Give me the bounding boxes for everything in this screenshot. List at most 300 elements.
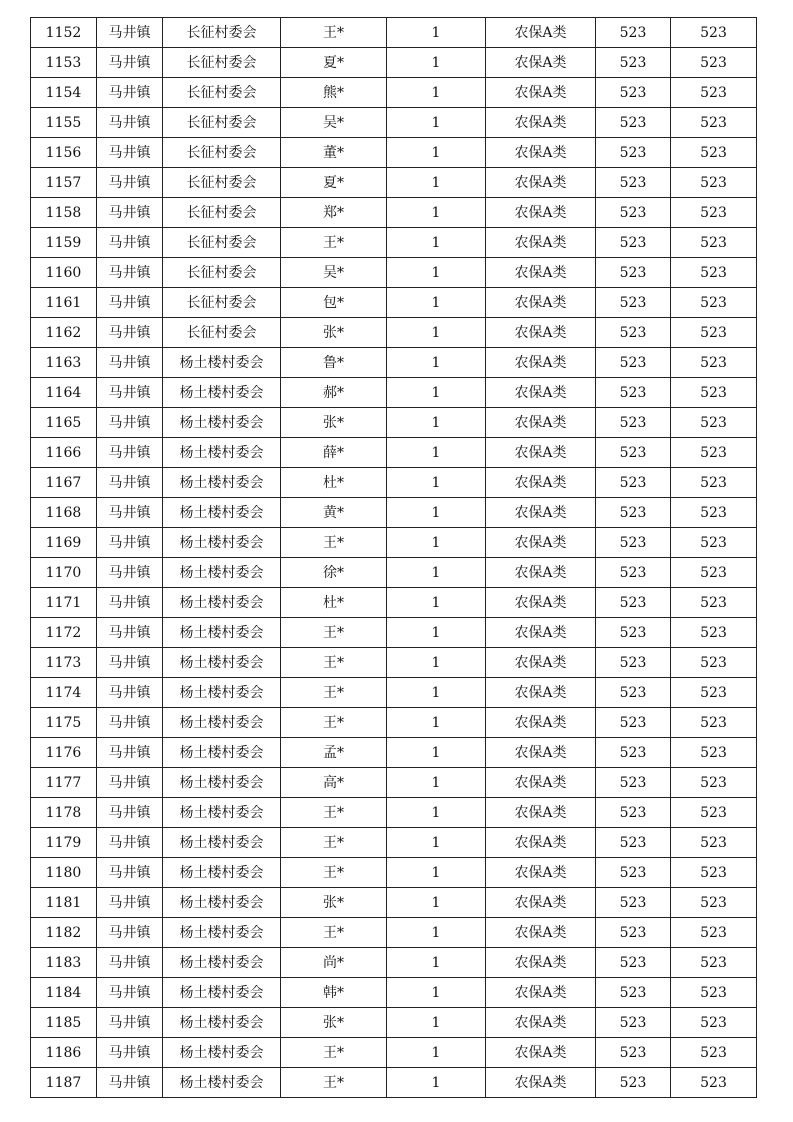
name-cell: 黄* [281,498,387,528]
category-cell: 农保A类 [486,918,596,948]
count-cell: 1 [387,228,486,258]
name-cell: 王* [281,1038,387,1068]
category-cell: 农保A类 [486,828,596,858]
name-cell: 王* [281,828,387,858]
town-cell: 马井镇 [97,138,163,168]
row-number-cell: 1182 [31,918,97,948]
village-committee-cell: 杨土楼村委会 [163,768,281,798]
table-row [31,888,757,918]
name-cell: 张* [281,888,387,918]
name-cell: 张* [281,318,387,348]
category-cell: 农保A类 [486,408,596,438]
name-cell: 张* [281,408,387,438]
row-number-cell: 1177 [31,768,97,798]
count-cell: 1 [387,78,486,108]
village-committee-cell: 杨土楼村委会 [163,948,281,978]
row-number-cell: 1179 [31,828,97,858]
payment-amount-cell: 523 [671,348,757,378]
table-row [31,918,757,948]
row-number-cell: 1162 [31,318,97,348]
town-cell: 马井镇 [97,588,163,618]
town-cell: 马井镇 [97,618,163,648]
row-number-cell: 1180 [31,858,97,888]
village-committee-cell: 杨土楼村委会 [163,888,281,918]
count-cell: 1 [387,678,486,708]
village-committee-cell: 杨土楼村委会 [163,1038,281,1068]
category-cell: 农保A类 [486,1068,596,1098]
name-cell: 郑* [281,198,387,228]
count-cell: 1 [387,1068,486,1098]
town-cell: 马井镇 [97,258,163,288]
row-number-cell: 1154 [31,78,97,108]
standard-amount-cell: 523 [596,468,671,498]
standard-amount-cell: 523 [596,228,671,258]
table-row [31,438,757,468]
row-number-cell: 1158 [31,198,97,228]
category-cell: 农保A类 [486,138,596,168]
payment-amount-cell: 523 [671,1008,757,1038]
standard-amount-cell: 523 [596,678,671,708]
table-row [31,648,757,678]
standard-amount-cell: 523 [596,918,671,948]
count-cell: 1 [387,528,486,558]
row-number-cell: 1155 [31,108,97,138]
village-committee-cell: 长征村委会 [163,168,281,198]
name-cell: 熊* [281,78,387,108]
count-cell: 1 [387,348,486,378]
category-cell: 农保A类 [486,708,596,738]
name-cell: 王* [281,1068,387,1098]
payment-amount-cell: 523 [671,168,757,198]
count-cell: 1 [387,408,486,438]
village-committee-cell: 杨土楼村委会 [163,498,281,528]
payment-amount-cell: 523 [671,888,757,918]
category-cell: 农保A类 [486,1008,596,1038]
count-cell: 1 [387,18,486,48]
count-cell: 1 [387,48,486,78]
count-cell: 1 [387,198,486,228]
table-row [31,1068,757,1098]
table-row [31,498,757,528]
village-committee-cell: 杨土楼村委会 [163,738,281,768]
row-number-cell: 1185 [31,1008,97,1038]
table-row [31,978,757,1008]
payment-amount-cell: 523 [671,498,757,528]
name-cell: 王* [281,528,387,558]
name-cell: 王* [281,18,387,48]
name-cell: 杜* [281,588,387,618]
name-cell: 韩* [281,978,387,1008]
count-cell: 1 [387,648,486,678]
category-cell: 农保A类 [486,678,596,708]
table-body [31,18,757,1098]
payment-amount-cell: 523 [671,948,757,978]
table-row [31,1038,757,1068]
town-cell: 马井镇 [97,768,163,798]
category-cell: 农保A类 [486,288,596,318]
category-cell: 农保A类 [486,768,596,798]
name-cell: 夏* [281,168,387,198]
count-cell: 1 [387,588,486,618]
name-cell: 王* [281,678,387,708]
name-cell: 吴* [281,108,387,138]
count-cell: 1 [387,948,486,978]
row-number-cell: 1173 [31,648,97,678]
payment-amount-cell: 523 [671,708,757,738]
payment-amount-cell: 523 [671,438,757,468]
row-number-cell: 1167 [31,468,97,498]
payment-amount-cell: 523 [671,738,757,768]
standard-amount-cell: 523 [596,828,671,858]
town-cell: 马井镇 [97,498,163,528]
standard-amount-cell: 523 [596,948,671,978]
row-number-cell: 1176 [31,738,97,768]
category-cell: 农保A类 [486,978,596,1008]
name-cell: 夏* [281,48,387,78]
count-cell: 1 [387,498,486,528]
town-cell: 马井镇 [97,48,163,78]
row-number-cell: 1181 [31,888,97,918]
standard-amount-cell: 523 [596,138,671,168]
category-cell: 农保A类 [486,378,596,408]
standard-amount-cell: 523 [596,768,671,798]
row-number-cell: 1178 [31,798,97,828]
town-cell: 马井镇 [97,948,163,978]
name-cell: 尚* [281,948,387,978]
payment-amount-cell: 523 [671,288,757,318]
count-cell: 1 [387,288,486,318]
payment-amount-cell: 523 [671,768,757,798]
name-cell: 王* [281,798,387,828]
village-committee-cell: 杨土楼村委会 [163,678,281,708]
name-cell: 包* [281,288,387,318]
category-cell: 农保A类 [486,648,596,678]
category-cell: 农保A类 [486,228,596,258]
row-number-cell: 1156 [31,138,97,168]
town-cell: 马井镇 [97,18,163,48]
standard-amount-cell: 523 [596,438,671,468]
table-row [31,318,757,348]
count-cell: 1 [387,438,486,468]
row-number-cell: 1153 [31,48,97,78]
standard-amount-cell: 523 [596,108,671,138]
payment-amount-cell: 523 [671,858,757,888]
payment-amount-cell: 523 [671,108,757,138]
name-cell: 王* [281,228,387,258]
row-number-cell: 1175 [31,708,97,738]
payment-amount-cell: 523 [671,828,757,858]
town-cell: 马井镇 [97,1068,163,1098]
category-cell: 农保A类 [486,1038,596,1068]
village-committee-cell: 杨土楼村委会 [163,708,281,738]
village-committee-cell: 杨土楼村委会 [163,798,281,828]
town-cell: 马井镇 [97,1038,163,1068]
town-cell: 马井镇 [97,888,163,918]
standard-amount-cell: 523 [596,288,671,318]
town-cell: 马井镇 [97,468,163,498]
table-row [31,138,757,168]
town-cell: 马井镇 [97,528,163,558]
category-cell: 农保A类 [486,498,596,528]
payment-amount-cell: 523 [671,468,757,498]
row-number-cell: 1174 [31,678,97,708]
count-cell: 1 [387,168,486,198]
payment-amount-cell: 523 [671,918,757,948]
village-committee-cell: 杨土楼村委会 [163,438,281,468]
count-cell: 1 [387,558,486,588]
name-cell: 王* [281,708,387,738]
standard-amount-cell: 523 [596,198,671,228]
payment-amount-cell: 523 [671,138,757,168]
standard-amount-cell: 523 [596,78,671,108]
standard-amount-cell: 523 [596,858,671,888]
table-row [31,168,757,198]
count-cell: 1 [387,738,486,768]
row-number-cell: 1170 [31,558,97,588]
payment-amount-cell: 523 [671,48,757,78]
count-cell: 1 [387,1038,486,1068]
standard-amount-cell: 523 [596,1068,671,1098]
village-committee-cell: 杨土楼村委会 [163,468,281,498]
town-cell: 马井镇 [97,708,163,738]
row-number-cell: 1183 [31,948,97,978]
name-cell: 郝* [281,378,387,408]
count-cell: 1 [387,918,486,948]
count-cell: 1 [387,768,486,798]
count-cell: 1 [387,258,486,288]
town-cell: 马井镇 [97,348,163,378]
name-cell: 张* [281,1008,387,1038]
table-row [31,288,757,318]
standard-amount-cell: 523 [596,258,671,288]
payment-amount-cell: 523 [671,408,757,438]
village-committee-cell: 杨土楼村委会 [163,618,281,648]
category-cell: 农保A类 [486,948,596,978]
payment-amount-cell: 523 [671,558,757,588]
row-number-cell: 1169 [31,528,97,558]
town-cell: 马井镇 [97,798,163,828]
table-row [31,768,757,798]
payment-amount-cell: 523 [671,618,757,648]
village-committee-cell: 长征村委会 [163,48,281,78]
row-number-cell: 1157 [31,168,97,198]
standard-amount-cell: 523 [596,348,671,378]
row-number-cell: 1164 [31,378,97,408]
standard-amount-cell: 523 [596,648,671,678]
town-cell: 马井镇 [97,438,163,468]
village-committee-cell: 杨土楼村委会 [163,918,281,948]
table-row [31,48,757,78]
payment-amount-cell: 523 [671,978,757,1008]
town-cell: 马井镇 [97,648,163,678]
payment-amount-cell: 523 [671,798,757,828]
town-cell: 马井镇 [97,918,163,948]
town-cell: 马井镇 [97,108,163,138]
village-committee-cell: 杨土楼村委会 [163,348,281,378]
payment-amount-cell: 523 [671,258,757,288]
count-cell: 1 [387,858,486,888]
count-cell: 1 [387,138,486,168]
payment-amount-cell: 523 [671,18,757,48]
category-cell: 农保A类 [486,108,596,138]
village-committee-cell: 杨土楼村委会 [163,828,281,858]
category-cell: 农保A类 [486,528,596,558]
table-row [31,258,757,288]
payment-amount-cell: 523 [671,1068,757,1098]
town-cell: 马井镇 [97,978,163,1008]
town-cell: 马井镇 [97,78,163,108]
village-committee-cell: 长征村委会 [163,138,281,168]
name-cell: 王* [281,648,387,678]
village-committee-cell: 杨土楼村委会 [163,378,281,408]
name-cell: 孟* [281,738,387,768]
row-number-cell: 1159 [31,228,97,258]
count-cell: 1 [387,108,486,138]
category-cell: 农保A类 [486,588,596,618]
village-committee-cell: 长征村委会 [163,288,281,318]
row-number-cell: 1186 [31,1038,97,1068]
count-cell: 1 [387,468,486,498]
table-row [31,798,757,828]
row-number-cell: 1163 [31,348,97,378]
row-number-cell: 1168 [31,498,97,528]
village-committee-cell: 杨土楼村委会 [163,978,281,1008]
category-cell: 农保A类 [486,888,596,918]
category-cell: 农保A类 [486,618,596,648]
town-cell: 马井镇 [97,858,163,888]
payment-amount-cell: 523 [671,528,757,558]
town-cell: 马井镇 [97,378,163,408]
count-cell: 1 [387,888,486,918]
category-cell: 农保A类 [486,798,596,828]
town-cell: 马井镇 [97,828,163,858]
town-cell: 马井镇 [97,738,163,768]
payment-amount-cell: 523 [671,198,757,228]
name-cell: 高* [281,768,387,798]
count-cell: 1 [387,708,486,738]
category-cell: 农保A类 [486,48,596,78]
village-committee-cell: 杨土楼村委会 [163,528,281,558]
name-cell: 鲁* [281,348,387,378]
standard-amount-cell: 523 [596,318,671,348]
count-cell: 1 [387,828,486,858]
category-cell: 农保A类 [486,348,596,378]
standard-amount-cell: 523 [596,498,671,528]
payment-amount-cell: 523 [671,678,757,708]
category-cell: 农保A类 [486,198,596,228]
name-cell: 徐* [281,558,387,588]
village-committee-cell: 长征村委会 [163,18,281,48]
town-cell: 马井镇 [97,1008,163,1038]
standard-amount-cell: 523 [596,18,671,48]
standard-amount-cell: 523 [596,738,671,768]
table-row [31,348,757,378]
payment-amount-cell: 523 [671,318,757,348]
name-cell: 杜* [281,468,387,498]
town-cell: 马井镇 [97,168,163,198]
payment-amount-cell: 523 [671,378,757,408]
table-row [31,828,757,858]
village-committee-cell: 长征村委会 [163,228,281,258]
town-cell: 马井镇 [97,318,163,348]
count-cell: 1 [387,798,486,828]
village-committee-cell: 长征村委会 [163,108,281,138]
roster-sheet [30,17,756,1098]
village-committee-cell: 杨土楼村委会 [163,558,281,588]
payment-amount-cell: 523 [671,78,757,108]
table-row [31,1008,757,1038]
payment-amount-cell: 523 [671,648,757,678]
row-number-cell: 1184 [31,978,97,1008]
standard-amount-cell: 523 [596,48,671,78]
row-number-cell: 1161 [31,288,97,318]
standard-amount-cell: 523 [596,978,671,1008]
category-cell: 农保A类 [486,18,596,48]
town-cell: 马井镇 [97,198,163,228]
count-cell: 1 [387,1008,486,1038]
table-row [31,618,757,648]
table-row [31,18,757,48]
row-number-cell: 1152 [31,18,97,48]
name-cell: 王* [281,858,387,888]
village-committee-cell: 杨土楼村委会 [163,1008,281,1038]
category-cell: 农保A类 [486,318,596,348]
town-cell: 马井镇 [97,288,163,318]
village-committee-cell: 长征村委会 [163,318,281,348]
standard-amount-cell: 523 [596,528,671,558]
name-cell: 王* [281,618,387,648]
village-committee-cell: 长征村委会 [163,258,281,288]
row-number-cell: 1172 [31,618,97,648]
category-cell: 农保A类 [486,168,596,198]
roster-table [30,17,757,1098]
table-row [31,858,757,888]
category-cell: 农保A类 [486,738,596,768]
table-row [31,378,757,408]
standard-amount-cell: 523 [596,378,671,408]
village-committee-cell: 杨土楼村委会 [163,1068,281,1098]
village-committee-cell: 杨土楼村委会 [163,408,281,438]
count-cell: 1 [387,318,486,348]
row-number-cell: 1165 [31,408,97,438]
table-row [31,948,757,978]
category-cell: 农保A类 [486,468,596,498]
count-cell: 1 [387,378,486,408]
name-cell: 薛* [281,438,387,468]
row-number-cell: 1160 [31,258,97,288]
category-cell: 农保A类 [486,438,596,468]
table-row [31,108,757,138]
category-cell: 农保A类 [486,558,596,588]
count-cell: 1 [387,618,486,648]
standard-amount-cell: 523 [596,1038,671,1068]
standard-amount-cell: 523 [596,168,671,198]
town-cell: 马井镇 [97,558,163,588]
standard-amount-cell: 523 [596,798,671,828]
table-row [31,528,757,558]
table-row [31,708,757,738]
table-row [31,228,757,258]
standard-amount-cell: 523 [596,588,671,618]
standard-amount-cell: 523 [596,408,671,438]
standard-amount-cell: 523 [596,888,671,918]
village-committee-cell: 长征村委会 [163,78,281,108]
table-row [31,468,757,498]
name-cell: 王* [281,918,387,948]
category-cell: 农保A类 [486,258,596,288]
standard-amount-cell: 523 [596,708,671,738]
table-row [31,408,757,438]
